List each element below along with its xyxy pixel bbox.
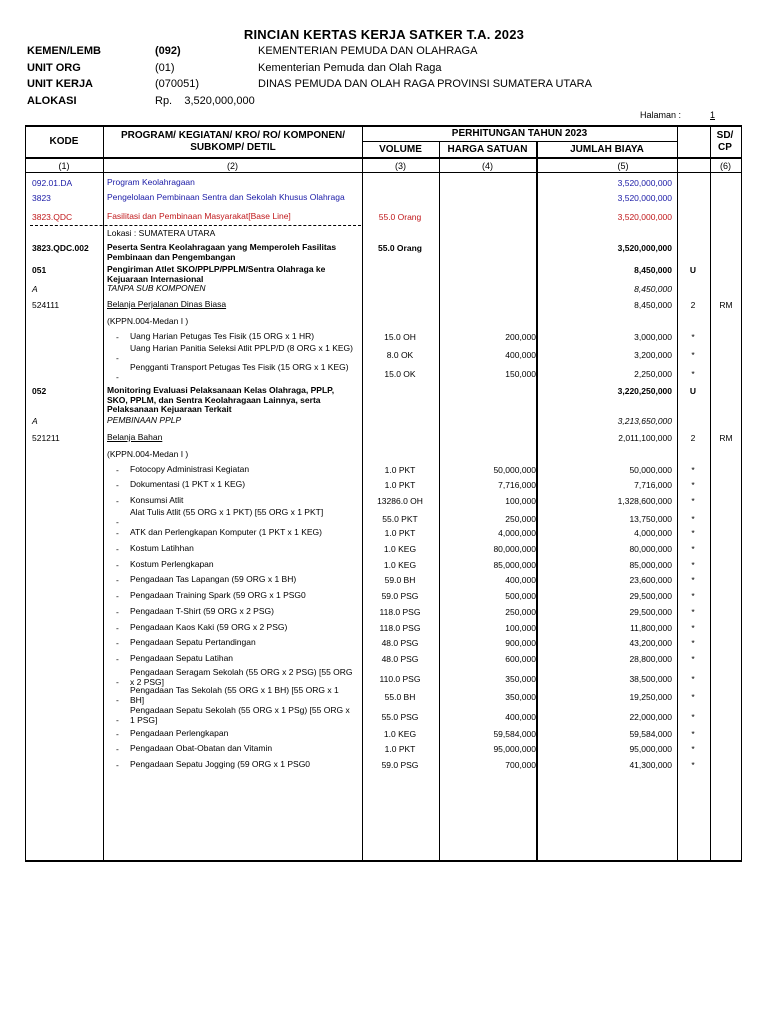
col-number: (6) — [720, 161, 731, 171]
cell-description: Pengelolaan Pembinaan Sentra dan Sekolah Khusus Olahraga — [107, 192, 345, 202]
cell-sd: * — [691, 591, 695, 601]
bullet-dash: - — [116, 353, 119, 363]
cell-jumlah-biaya: 95,000,000 — [629, 744, 672, 754]
cell-sd: * — [691, 692, 695, 702]
cell-description: Pengadaan Kaos Kaki (59 ORG x 2 PSG) — [130, 622, 288, 632]
header-code: (070051) — [155, 78, 200, 90]
bullet-dash: - — [116, 607, 119, 617]
cell-description: Pengiriman Atlet SKO/PPLP/PPLM/Sentra Olahraga ke Kejuaraan Internasional — [107, 264, 326, 284]
cell-sd: * — [691, 350, 695, 360]
cell-sd: * — [691, 638, 695, 648]
cell-description: TANPA SUB KOMPONEN — [107, 283, 206, 293]
cell-sd: * — [691, 607, 695, 617]
cell-jumlah-biaya: 8,450,000 — [634, 300, 672, 310]
cell-description: Program Keolahragaan — [107, 177, 195, 187]
cell-harga-satuan: 80,000,000 — [493, 544, 536, 554]
cell-jumlah-biaya: 85,000,000 — [629, 560, 672, 570]
header-label: KEMEN/LEMB — [27, 45, 101, 57]
cell-sd: * — [691, 654, 695, 664]
cell-kode: 052 — [32, 386, 47, 396]
cell-jumlah-biaya: 2,250,000 — [634, 369, 672, 379]
bullet-dash: - — [116, 591, 119, 601]
cell-harga-satuan: 59,584,000 — [493, 729, 536, 739]
cell-description: Pengadaan Tas Sekolah (55 ORG x 1 BH) [55 ORG x 1 BH] — [130, 685, 339, 705]
cell-jumlah-biaya: 19,250,000 — [629, 692, 672, 702]
cell-volume: 55.0 Orang — [378, 212, 422, 222]
cell-volume: 55.0 BH — [384, 692, 416, 702]
cell-jumlah-biaya: 3,520,000,000 — [617, 178, 672, 188]
bullet-dash: - — [116, 496, 119, 506]
cell-volume: 48.0 PSG — [381, 638, 419, 648]
cell-harga-satuan: 250,000 — [505, 514, 536, 524]
cell-jumlah-biaya: 22,000,000 — [629, 712, 672, 722]
header-value: Kementerian Pemuda dan Olah Raga — [258, 62, 442, 74]
cell-volume: 59.0 PSG — [381, 760, 419, 770]
cell-sd: * — [691, 744, 695, 754]
cell-description: Kostum Perlengkapan — [130, 559, 214, 569]
cell-sd: * — [691, 623, 695, 633]
cell-jumlah-biaya: 3,520,000,000 — [617, 243, 672, 253]
cell-sd: 2 — [690, 433, 696, 443]
cell-volume: 55.0 PSG — [381, 712, 419, 722]
cell-description: Fasilitasi dan Pembinaan Masyarakat[Base Line] — [107, 211, 291, 221]
cell-sd: * — [691, 369, 695, 379]
cell-description: Belanja Perjalanan Dinas Biasa — [107, 299, 227, 309]
cell-jumlah-biaya: 3,520,000,000 — [617, 193, 672, 203]
header-code: (01) — [155, 62, 175, 74]
cell-harga-satuan: 400,000 — [505, 575, 536, 585]
cell-jumlah-biaya: 80,000,000 — [629, 544, 672, 554]
header-code: (092) — [155, 45, 181, 57]
cell-description: Uang Harian Petugas Tes Fisik (15 ORG x 1 HR) — [130, 331, 315, 341]
cell-description: Kostum Latihhan — [130, 543, 194, 553]
cell-volume: 15.0 OK — [384, 369, 416, 379]
cell-jumlah-biaya: 29,500,000 — [629, 607, 672, 617]
bullet-dash: - — [116, 729, 119, 739]
bullet-dash: - — [116, 715, 119, 725]
cell-description: Pengadaan Sepatu Pertandingan — [130, 637, 256, 647]
col-volume-header: VOLUME — [379, 144, 422, 155]
document-title: RINCIAN KERTAS KERJA SATKER T.A. 2023 — [243, 27, 525, 42]
cell-jumlah-biaya: 11,800,000 — [630, 623, 672, 633]
bullet-dash: - — [116, 744, 119, 754]
cell-jumlah-biaya: 3,520,000,000 — [617, 212, 672, 222]
cell-volume: 55.0 Orang — [378, 243, 422, 253]
cell-kode: 521211 — [32, 433, 60, 443]
cell-volume: 118.0 PSG — [379, 623, 421, 633]
header-label: UNIT ORG — [27, 62, 81, 74]
cell-description: Pengadaan Sepatu Jogging (59 ORG x 1 PSG0 — [130, 759, 311, 769]
cell-sd: * — [691, 560, 695, 570]
cell-jumlah-biaya: 1,328,600,000 — [617, 496, 672, 506]
cell-description: PEMBINAAN PPLP — [107, 415, 182, 425]
cell-description: Konsumsi Atlit — [130, 495, 184, 505]
cell-sd: U — [689, 386, 697, 396]
cell-jumlah-biaya: 7,716,000 — [634, 480, 672, 490]
cell-jumlah-biaya: 3,200,000 — [634, 350, 672, 360]
cell-volume: 55.0 PKT — [382, 514, 418, 524]
cell-kode: 092.01.DA — [32, 178, 73, 188]
cell-sd: * — [691, 332, 695, 342]
cell-description: Pengadaan Obat-Obatan dan Vitamin — [130, 743, 273, 753]
cell-jumlah-biaya: 8,450,000 — [634, 284, 672, 294]
bullet-dash: - — [116, 623, 119, 633]
cell-description: Fotocopy Administrasi Kegiatan — [130, 464, 250, 474]
col-number: (4) — [482, 161, 493, 171]
cell-volume: 1.0 PKT — [384, 744, 416, 754]
col-number: (2) — [227, 161, 238, 171]
col-sdcp-header: SD/ CP — [716, 130, 734, 153]
cell-kode: 3823 — [32, 193, 51, 203]
col-program-header: PROGRAM/ KEGIATAN/ KRO/ RO/ KOMPONEN/ SUBKOMP/ DETIL — [120, 130, 346, 153]
cell-cp: RM — [719, 300, 733, 310]
alokasi-value: Rp. 3,520,000,000 — [155, 95, 255, 107]
cell-description: Monitoring Evaluasi Pelaksanaan Kelas Olahraga, PPLP, SKO, PPLM, dan Sentra Keolahragaan Lainnya, serta Pelaksanaan Kejuaraan Terkait — [107, 385, 335, 414]
cell-description: Peserta Sentra Keolahragaan yang Memperoleh Fasilitas Pembinaan dan Pengembangan — [107, 242, 337, 262]
cell-sd: * — [691, 465, 695, 475]
cell-jumlah-biaya: 43,200,000 — [629, 638, 672, 648]
cell-harga-satuan: 95,000,000 — [493, 744, 536, 754]
cell-harga-satuan: 350,000 — [505, 692, 536, 702]
cell-description: Belanja Bahan — [107, 432, 163, 442]
cell-description: Lokasi : SUMATERA UTARA — [107, 228, 216, 238]
cell-sd: * — [691, 496, 695, 506]
bullet-dash: - — [116, 465, 119, 475]
cell-jumlah-biaya: 3,000,000 — [634, 332, 672, 342]
bullet-dash: - — [116, 677, 119, 687]
cell-sd: * — [691, 712, 695, 722]
cell-volume: 1.0 KEG — [383, 560, 417, 570]
cell-description: Pengadaan Perlengkapan — [130, 728, 229, 738]
cell-kode: 524111 — [32, 300, 60, 310]
cell-jumlah-biaya: 41,300,000 — [629, 760, 672, 770]
cell-harga-satuan: 50,000,000 — [493, 465, 536, 475]
cell-description: Pengganti Transport Petugas Tes Fisik (15 ORG x 1 KEG) — [130, 362, 349, 372]
cell-jumlah-biaya: 38,500,000 — [629, 674, 672, 684]
bullet-dash: - — [116, 638, 119, 648]
cell-sd: * — [691, 480, 695, 490]
cell-harga-satuan: 200,000 — [505, 332, 536, 342]
cell-harga-satuan: 900,000 — [505, 638, 536, 648]
bullet-dash: - — [116, 654, 119, 664]
cell-harga-satuan: 350,000 — [505, 674, 536, 684]
cell-volume: 1.0 KEG — [383, 544, 417, 554]
cell-sd: * — [691, 514, 695, 524]
cell-harga-satuan: 250,000 — [505, 607, 536, 617]
bullet-dash: - — [116, 517, 119, 527]
cell-harga-satuan: 400,000 — [505, 712, 536, 722]
cell-sd: * — [691, 674, 695, 684]
dashed-separator — [30, 225, 361, 226]
bullet-dash: - — [116, 760, 119, 770]
cell-kode: 3823.QDC.002 — [32, 243, 89, 253]
cell-volume: 59.0 BH — [384, 575, 416, 585]
cell-kode: A — [32, 284, 38, 294]
col-number: (3) — [395, 161, 406, 171]
bullet-dash: - — [116, 575, 119, 585]
cell-volume: 48.0 PSG — [381, 654, 419, 664]
cell-volume: 1.0 PKT — [384, 528, 416, 538]
header-value: DINAS PEMUDA DAN OLAH RAGA PROVINSI SUMATERA UTARA — [258, 78, 592, 90]
cell-volume: 110.0 PSG — [379, 674, 421, 684]
cell-harga-satuan: 100,000 — [505, 496, 536, 506]
cell-kode: A — [32, 416, 38, 426]
col-perhitungan-header: PERHITUNGAN TAHUN 2023 — [451, 128, 588, 139]
bullet-dash: - — [116, 332, 119, 342]
cell-cp: RM — [719, 433, 733, 443]
cell-jumlah-biaya: 29,500,000 — [629, 591, 672, 601]
cell-sd: * — [691, 544, 695, 554]
col-number: (5) — [617, 161, 629, 171]
cell-sd: * — [691, 760, 695, 770]
cell-harga-satuan: 4,000,000 — [498, 528, 536, 538]
cell-harga-satuan: 85,000,000 — [493, 560, 536, 570]
col-kode-header: KODE — [49, 136, 79, 147]
cell-sd: * — [691, 729, 695, 739]
cell-description: Dokumentasi (1 PKT x 1 KEG) — [130, 479, 246, 489]
cell-jumlah-biaya: 3,220,250,000 — [617, 386, 672, 396]
bullet-dash: - — [116, 695, 119, 705]
bullet-dash: - — [116, 544, 119, 554]
bullet-dash: - — [116, 480, 119, 490]
cell-description: Alat Tulis Atlit (55 ORG x 1 PKT) [55 ORG x 1 PKT] — [130, 507, 324, 517]
cell-description: Pengadaan Training Spark (59 ORG x 1 PSG0 — [130, 590, 306, 600]
cell-volume: 1.0 PKT — [384, 480, 416, 490]
cell-sd: * — [691, 575, 695, 585]
cell-volume: 59.0 PSG — [381, 591, 419, 601]
cell-kode: 051 — [32, 265, 47, 275]
header-label: UNIT KERJA — [27, 78, 94, 90]
cell-description: Uang Harian Panitia Seleksi Atlit PPLP/D (8 ORG x 1 KEG) — [130, 343, 353, 353]
cell-description: (KPPN.004-Medan I ) — [107, 316, 189, 326]
cell-harga-satuan: 100,000 — [505, 623, 536, 633]
cell-jumlah-biaya: 4,000,000 — [634, 528, 672, 538]
halaman-value: 1 — [710, 110, 716, 120]
cell-jumlah-biaya: 3,213,650,000 — [617, 416, 672, 426]
col-number: (1) — [58, 161, 70, 171]
cell-jumlah-biaya: 59,584,000 — [629, 729, 672, 739]
cell-sd: 2 — [690, 300, 696, 310]
cell-description: (KPPN.004-Medan I ) — [107, 449, 189, 459]
cell-jumlah-biaya: 50,000,000 — [629, 465, 672, 475]
cell-volume: 1.0 PKT — [384, 465, 416, 475]
cell-sd: * — [691, 528, 695, 538]
cell-description: ATK dan Perlengkapan Komputer (1 PKT x 1 KEG) — [130, 527, 322, 537]
cell-sd: U — [689, 265, 697, 275]
cell-description: Pengadaan Sepatu Latihan — [130, 653, 234, 663]
cell-volume: 13286.0 OH — [377, 496, 423, 506]
col-jumlah-header: JUMLAH BIAYA — [570, 144, 644, 155]
cell-jumlah-biaya: 23,600,000 — [629, 575, 672, 585]
alokasi-label: ALOKASI — [27, 95, 77, 107]
bullet-dash: - — [116, 528, 119, 538]
cell-jumlah-biaya: 13,750,000 — [629, 514, 672, 524]
cell-description: Pengadaan T-Shirt (59 ORG x 2 PSG) — [130, 606, 274, 616]
bullet-dash: - — [116, 560, 119, 570]
cell-volume: 1.0 KEG — [383, 729, 417, 739]
cell-volume: 8.0 OK — [386, 350, 414, 360]
cell-harga-satuan: 400,000 — [505, 350, 536, 360]
cell-harga-satuan: 700,000 — [505, 760, 536, 770]
cell-volume: 15.0 OH — [384, 332, 416, 342]
cell-harga-satuan: 500,000 — [505, 591, 536, 601]
header-value: KEMENTERIAN PEMUDA DAN OLAHRAGA — [258, 45, 478, 57]
cell-description: Pengadaan Tas Lapangan (59 ORG x 1 BH) — [130, 574, 297, 584]
cell-harga-satuan: 7,716,000 — [498, 480, 536, 490]
cell-kode: 3823.QDC — [32, 212, 73, 222]
cell-volume: 118.0 PSG — [379, 607, 421, 617]
cell-jumlah-biaya: 2,011,100,000 — [618, 433, 672, 443]
cell-jumlah-biaya: 28,800,000 — [629, 654, 672, 664]
cell-harga-satuan: 600,000 — [505, 654, 536, 664]
cell-harga-satuan: 150,000 — [505, 369, 536, 379]
bullet-dash: - — [116, 372, 119, 382]
col-harga-header: HARGA SATUAN — [447, 144, 528, 155]
cell-description: Pengadaan Seragam Sekolah (55 ORG x 2 PSG) [55 ORG x 2 PSG] — [130, 667, 353, 687]
halaman-label: Halaman : — [640, 110, 682, 120]
cell-description: Pengadaan Sepatu Sekolah (55 ORG x 1 PSg) [55 ORG x 1 PSG] — [130, 705, 350, 725]
cell-jumlah-biaya: 8,450,000 — [634, 265, 672, 275]
